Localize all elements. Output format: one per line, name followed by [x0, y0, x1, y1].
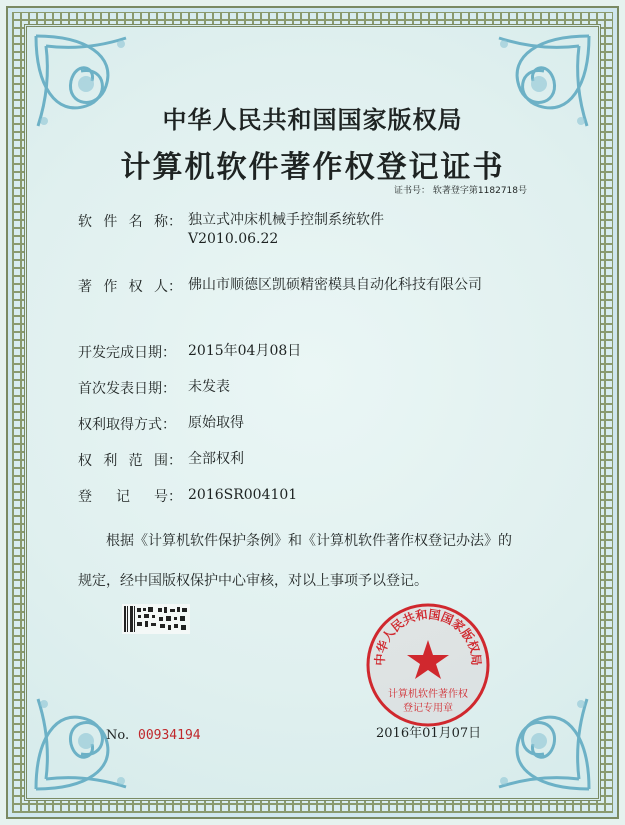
seal-line-2: 登记专用章: [403, 703, 453, 714]
seal-line-1: 计算机软件著作权: [388, 689, 468, 700]
registration-number-label: 登 记 号：: [78, 489, 182, 505]
completion-date-value: 2015年04月08日: [188, 343, 302, 359]
issue-date: 2016年01月07日: [376, 726, 482, 741]
registration-number-value: 2016SR004101: [188, 487, 298, 503]
copyright-holder-label: 著 作 权 人：: [78, 279, 182, 295]
statement-line-2: 规定，经中国版权保护中心审核，对以上事项予以登记。: [78, 573, 428, 589]
statement-line-1: 根据《计算机软件保护条例》和《计算机软件著作权登记办法》的: [106, 533, 512, 549]
acquisition-method-value: 原始取得: [188, 415, 244, 431]
corner-ornament-icon: [26, 669, 156, 799]
corner-ornament-icon: [469, 26, 599, 156]
issuing-authority: 中华人民共和国国家版权局: [162, 105, 463, 134]
corner-ornament-icon: [26, 26, 156, 156]
serial-number-value: 00934194: [138, 728, 201, 743]
certificate-title: 计算机软件著作权登记证书: [120, 150, 505, 185]
first-publication-value: 未发表: [188, 379, 230, 395]
official-seal-icon: [363, 600, 493, 730]
seal-ring-text: 中华人民共和国国家版权局: [372, 607, 484, 667]
software-name-label: 软 件 名 称：: [78, 214, 182, 230]
software-name-line: 独立式冲床机械手控制系统软件: [188, 212, 384, 228]
first-publication-label: 首次发表日期：: [78, 381, 176, 397]
completion-date-label: 开发完成日期：: [78, 345, 176, 361]
rights-scope-value: 全部权利: [188, 451, 244, 467]
certificate-number: 证书号： 软著登字第1182718号: [394, 186, 527, 196]
software-version: V2010.06.22: [188, 231, 279, 247]
barcode-icon: [122, 604, 190, 634]
serial-number-label: No.: [106, 728, 130, 743]
copyright-holder-value: 佛山市顺德区凯硕精密模具自动化科技有限公司: [188, 277, 482, 293]
rights-scope-label: 权 利 范 围：: [78, 453, 182, 469]
software-name-value: [188, 211, 384, 249]
acquisition-method-label: 权利取得方式：: [78, 417, 176, 433]
